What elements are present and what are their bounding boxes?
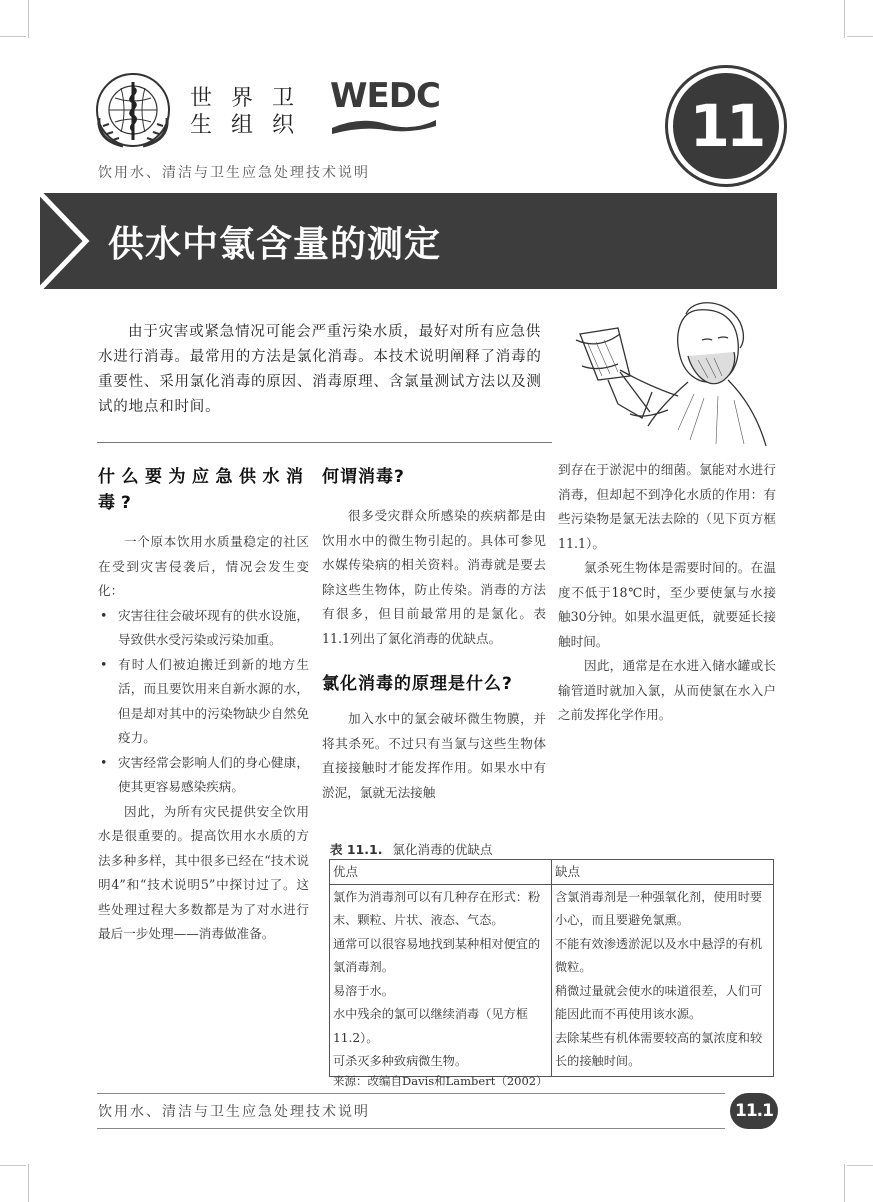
- section-heading-principle: 氯化消毒的原理是什么?: [322, 674, 513, 694]
- crop-mark: [28, 0, 29, 38]
- table-source: 来源：改编自Davis和Lambert（2002）: [333, 1074, 548, 1088]
- disadvantages-cell: [552, 884, 774, 1076]
- advantages-cell: [330, 884, 552, 1076]
- table-header-disadvantages: 缺点: [552, 860, 774, 885]
- crop-mark: [847, 1165, 873, 1166]
- org-name-line2: 生 组 织: [190, 113, 300, 138]
- chevron-right-icon: [40, 193, 90, 289]
- table-item: 水中残余的氯可以继续消毒（见方框11.2）。: [333, 1007, 528, 1045]
- paragraph: 到存在于淤泥中的细菌。氯能对水进行消毒，但却起不到净化水质的作用：有些污染物是氯无法去除的（见下页方框11.1）。: [558, 462, 776, 551]
- man-pouring-water-illustration: [568, 300, 773, 448]
- series-title: 饮用水、清洁与卫生应急处理技术说明: [98, 165, 370, 181]
- table-caption-label: 表 11.1.: [330, 842, 383, 857]
- table-item: 氯作为消毒剂可以有几种存在形式：粉末、颗粒、片状、液态、气态。: [333, 889, 541, 927]
- table-item: 稍微过量就会使水的味道很差，人们可能因此而不再使用该水源。: [555, 983, 763, 1021]
- divider: [97, 442, 552, 443]
- footer-divider: [97, 1128, 725, 1129]
- wedc-logo: [330, 78, 438, 138]
- table-header-advantages: 优点: [330, 860, 552, 885]
- page-number-badge: 11.1: [730, 1093, 778, 1129]
- bullet-list: [98, 604, 309, 800]
- footer-divider: [97, 1093, 725, 1094]
- paragraph: 加入水中的氯会破坏微生物膜，并将其杀死。不过只有当氯与这些生物体直接接触时才能发挥作用。如果水中有淤泥，氯就无法接触: [322, 711, 546, 800]
- wave-icon: [330, 114, 438, 136]
- paragraph: 氯杀死生物体是需要时间的。在温度不低于18℃时，至少要使氯与水接触30分钟。如果水温更低，就要延长接触时间。: [558, 560, 776, 649]
- paragraph: 很多受灾群众所感染的疾病都是由饮用水中的微生物引起的。具体可参见水媒传染病的相关资料。消毒就是要去除这些生物体，防止传染。消毒的方法有很多，但目前最常用的是氯化。表11.1列出了氯化消毒的优缺点。: [322, 508, 546, 646]
- footer-title: 饮用水、清洁与卫生应急处理技术说明: [98, 1104, 370, 1120]
- table-caption: [330, 840, 492, 858]
- section-heading-why: 什么要为应急供水消毒?: [98, 467, 309, 513]
- table-item: 易溶于水。: [333, 983, 394, 998]
- crop-mark: [0, 36, 26, 37]
- note-number-badge: 11: [668, 68, 784, 184]
- pros-cons-table: [329, 859, 774, 1077]
- crop-mark: [0, 1165, 26, 1166]
- list-item: • 灾害经常会影响人们的身心健康，使其更容易感染疾病。: [98, 751, 309, 800]
- crop-mark: [844, 0, 845, 38]
- section-heading-what: 何谓消毒?: [322, 467, 405, 487]
- who-emblem-icon: [93, 70, 173, 150]
- table-item: 可杀灭多种致病微生物。: [333, 1054, 468, 1068]
- crop-mark: [847, 36, 873, 37]
- wedc-logo-text: WEDC: [330, 76, 440, 116]
- crop-mark: [844, 1164, 845, 1202]
- table-item: 通常可以很容易地找到某种相对便宜的氯消毒剂。: [333, 936, 541, 974]
- page-title: 供水中氯含量的测定: [108, 224, 442, 265]
- paragraph: 因此，通常是在水进入储水罐或长输管道时就加入氯，从而使氯在水入户之前发挥化学作用。: [558, 658, 776, 722]
- column-1: [98, 464, 309, 947]
- table-item: 去除某些有机体需要较高的氯浓度和较长的接触时间。: [555, 1030, 763, 1068]
- paragraph: 一个原本饮用水质量稳定的社区在受到灾害侵袭后，情况会发生变化：: [98, 534, 309, 598]
- paragraph: 因此，为所有灾民提供安全饮用水是很重要的。提高饮用水水质的方法多种多样，其中很多已经在“技术说明4”和“技术说明5”中探讨过了。这些处理过程大多数都是为了对水进行最后一步处理——消毒做准备。: [98, 803, 309, 941]
- list-item: • 灾害往往会破坏现有的供水设施，导致供水受污染或污染加重。: [98, 604, 309, 653]
- column-3: [558, 458, 776, 728]
- intro-paragraph: 由于灾害或紧急情况可能会严重污染水质，最好对所有应急供水进行消毒。最常用的方法是氯化消毒。本技术说明阐释了消毒的重要性、采用氯化消毒的原因、消毒原理、含氯量测试方法以及测试的地点和时间。: [98, 324, 542, 415]
- table-caption-text: 氯化消毒的优缺点: [392, 842, 493, 857]
- list-item: • 有时人们被迫搬迁到新的地方生活，而且要饮用来自新水源的水，但是却对其中的污染物缺少自然免疫力。: [98, 653, 309, 751]
- table-item: 含氯消毒剂是一种强氧化剂，使用时要小心，而且要避免氯熏。: [555, 889, 763, 927]
- org-name-line1: 世 界 卫: [190, 86, 300, 111]
- column-2: [322, 464, 546, 805]
- crop-mark: [28, 1164, 29, 1202]
- table-item: 不能有效渗透淤泥以及水中悬浮的有机微粒。: [555, 936, 763, 974]
